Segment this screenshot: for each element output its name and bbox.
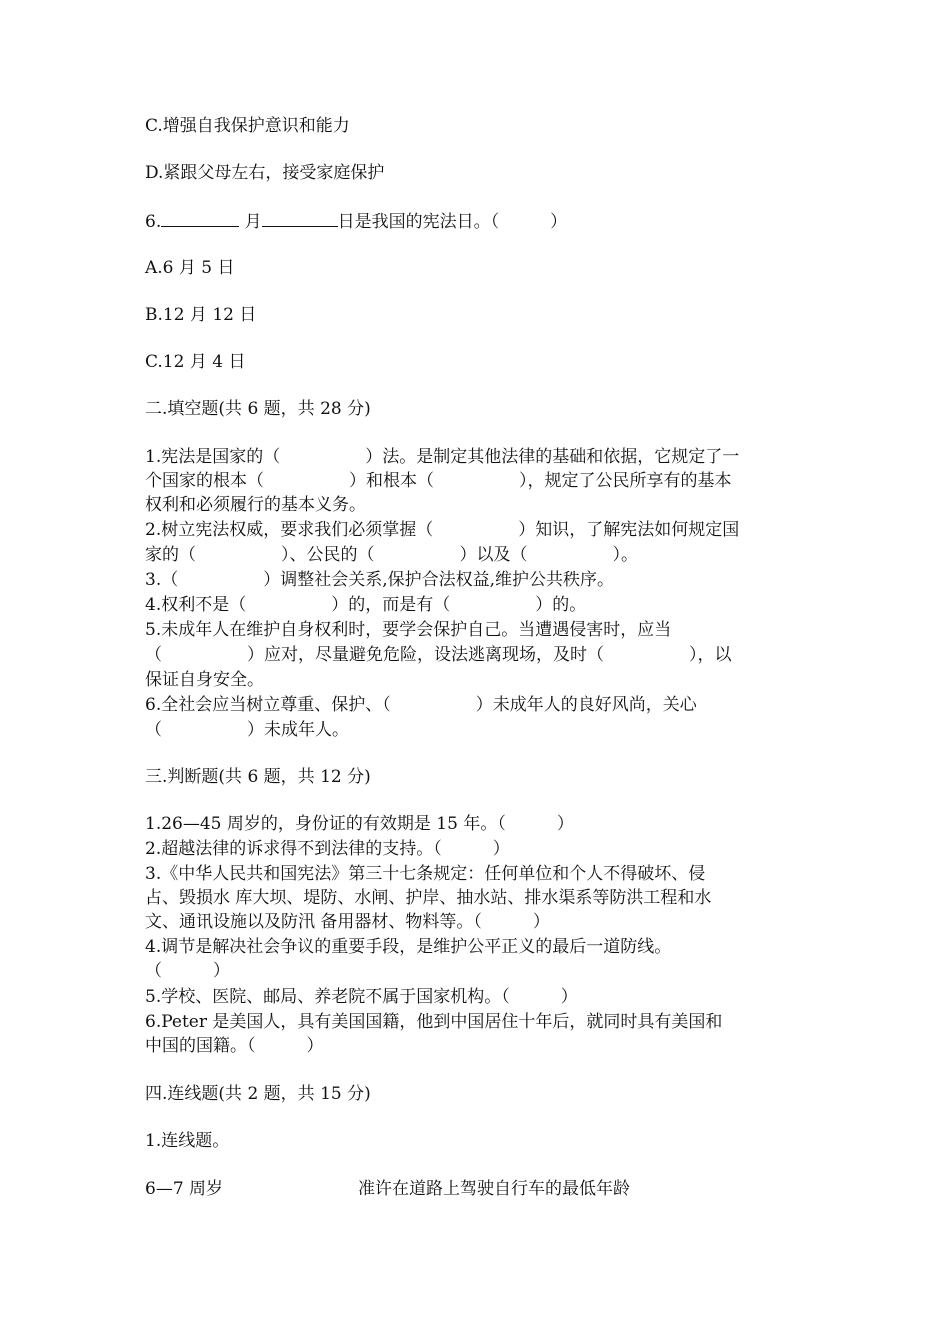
option-c-q5: C.增强自我保护意识和能力 [145,116,350,136]
option-b-q6: B.12 月 12 日 [145,305,257,325]
judge-line: 3.《中华人民共和国宪法》第三十七条规定：任何单位和个人不得破坏、侵 [145,864,706,884]
section-3-heading: 三.判断题(共 6 题，共 12 分) [145,767,371,787]
fill-line: （ ）应对，尽量避免危险，设法逃离现场，及时（ ），以 [145,645,732,665]
judge-line: 中国的国籍。（ ） [145,1036,324,1056]
fill-line: 6.全社会应当树立尊重、保护、（ ）未成年人的良好风尚，关心 [145,695,697,715]
fill-line: 3.（ ）调整社会关系,保护合法权益,维护公共秩序。 [145,570,615,590]
judge-line: 5.学校、医院、邮局、养老院不属于国家机构。（ ） [145,987,578,1007]
q6-prefix: 6. [145,212,162,232]
fill-line: 2.树立宪法权威，要求我们必须掌握（ ）知识，了解宪法如何规定国 [145,520,740,540]
fill-line: 个国家的根本（ ）和根本（ ），规定了公民所享有的基本 [145,471,732,491]
option-c-q6: C.12 月 4 日 [145,352,246,372]
match-left-item: 6—7 周岁 [145,1179,224,1199]
judge-line: （ ） [145,961,230,981]
judge-line: 1.26—45 周岁的，身份证的有效期是 15 年。（ ） [145,814,574,834]
judge-line: 6.Peter 是美国人，具有美国国籍，他到中国居住十年后，就同时具有美国和 [145,1012,723,1032]
option-d-q5: D.紧跟父母左右，接受家庭保护 [145,163,385,183]
q6-day-blank [262,208,338,227]
q6-month-label: 月 [244,212,262,232]
fill-line: 4.权利不是（ ）的，而是有（ ）的。 [145,595,587,615]
fill-line: 保证自身安全。 [145,670,264,690]
judge-line: 文、通讯设施以及防汛 备用器材、物料等。（ ） [145,912,550,932]
option-a-q6: A.6 月 5 日 [145,258,235,278]
match-right-item: 准许在道路上驾驶自行车的最低年龄 [358,1179,630,1199]
judge-line: 占、毁损水 库大坝、堤防、水闸、护岸、抽水站、排水渠系等防洪工程和水 [145,888,712,908]
match-question-1: 1.连线题。 [145,1131,230,1151]
section-4-heading: 四.连线题(共 2 题，共 15 分) [145,1084,371,1104]
judge-line: 4.调节是解决社会争议的重要手段，是维护公平正义的最后一道防线。 [145,937,672,957]
section-2-heading: 二.填空题(共 6 题，共 28 分) [145,399,371,419]
q6-suffix: 日是我国的宪法日。（ ） [337,212,568,232]
fill-line: 权利和必须履行的基本义务。 [145,495,366,515]
judge-line: 2.超越法律的诉求得不到法律的支持。（ ） [145,839,510,859]
question-6 [145,208,567,234]
fill-line: 家的（ ）、公民的（ ）以及（ ）。 [145,545,638,565]
fill-line: 5.未成年人在维护自身权利时，要学会保护自己。当遭遇侵害时，应当 [145,620,672,640]
q6-month-blank [161,208,239,227]
fill-line: （ ）未成年人。 [145,720,349,740]
fill-line: 1.宪法是国家的（ ）法。是制定其他法律的基础和依据，它规定了一 [145,447,740,467]
